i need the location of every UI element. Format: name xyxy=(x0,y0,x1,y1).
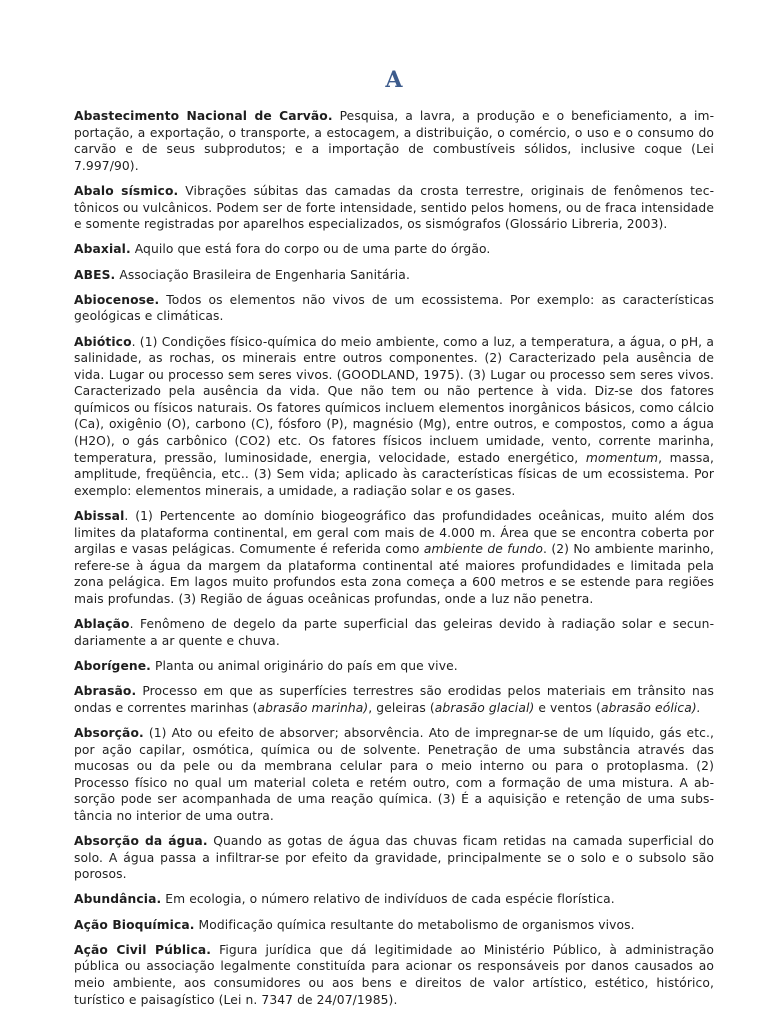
entry-term: Abiótico xyxy=(74,334,132,349)
entry-definition: (1) Ato ou efeito de absorver; absorvência. Ato de impregnar-se de um líquido, gás etc., por ação capilar, osmótica, química ou de solvente. Penetração de uma substância através das mucosas ou da pele ou da membrana celular para o meio interno ou para o protoplasma. (2) Processo físico no qual um material coleta e retém outro, com a formação de uma mistura. A absorção pode ser acompanhada de uma reação química. (3) É a aquisição e retenção de uma substância no interior de uma outra. xyxy=(74,725,714,823)
entry-definition: , massa, amplitude, freqüência, etc.. (3) Sem vida; aplicado às características físicas de um ecossistema. Por exemplo: elementos minerais, a umidade, a radiação solar e os gases. xyxy=(74,450,715,498)
entry-definition: Todos os elementos não vivos de um ecossistema. Por exemplo: as características geológicas e climáticas. xyxy=(74,292,714,324)
entry-definition-italic: ambiente de fundo xyxy=(423,542,544,557)
glossary-entry xyxy=(74,334,714,500)
glossary-entry xyxy=(74,267,714,284)
glossary-entries xyxy=(74,108,714,1008)
glossary-entry xyxy=(74,241,714,258)
entry-term: Abundância. xyxy=(74,892,162,907)
glossary-entry xyxy=(74,292,714,325)
entry-term: Ação Bioquímica. xyxy=(74,917,195,932)
entry-term: Abiocenose. xyxy=(74,292,160,307)
entry-definition: e ventos ( xyxy=(534,700,601,715)
entry-term: Abrasão. xyxy=(74,684,137,699)
entry-definition: . Fenômeno de degelo da parte superficial das geleiras devido à radiação solar e secundariamente a ar quente e chuva. xyxy=(74,617,714,648)
entry-term: Ablação xyxy=(74,617,130,632)
entry-term: Aborígene. xyxy=(74,658,151,673)
glossary-page xyxy=(74,66,714,1017)
entry-definition: . (2) No ambiente marinho, refere-se à água da margem da plataforma continental até maiores profundidades e limitada pela zona pelágica. Em lagos muito profundos esta zona começa a 600 metros e se estende para regiões mais profundas. (3) Região de águas oceânicas profundas, onde a luz não penetra. xyxy=(74,542,714,606)
entry-term: ABES. xyxy=(74,267,116,282)
entry-term: Abastecimento Nacional de Carvão. xyxy=(74,109,333,123)
entry-definition: , geleiras ( xyxy=(368,700,435,715)
glossary-entry xyxy=(74,891,714,908)
entry-definition: Em ecologia, o número relativo de indivíduos de cada espécie florística. xyxy=(161,892,615,907)
glossary-entry xyxy=(74,508,714,608)
entry-definition-italic: abrasão eólica). xyxy=(600,700,701,715)
entry-definition: Vibrações súbitas das camadas da crosta terrestre, originais de fenômenos tectônicos ou vulcânicos. Podem ser de forte intensidade, sentido pelos homens, ou de fraca intensidade e somente registradas por aparelhos especializados, os sismógrafos (Glossário Libreria, 2003). xyxy=(74,183,714,232)
glossary-entry xyxy=(74,683,714,716)
glossary-entry xyxy=(74,833,714,883)
glossary-entry xyxy=(74,108,714,174)
section-letter-heading: A xyxy=(385,67,403,93)
entry-definition: . (1) Condições físico-química do meio ambiente, como a luz, a temperatura, a água, o pH, a salinidade, as rochas, os minerais entre outros componentes. (2) Caracterizado pela ausência de vida. Lugar ou processo sem seres vivos. (GOODLAND, 1975). (3) Lugar ou processo sem seres vivos. Caracterizado pela ausência da vida. Que não tem ou não pertence à vida. Diz-se dos fatores químicos ou físicos naturais. Os fatores químicos incluem elementos inorgânicos básicos, como cálcio (Ca), oxigênio (O), carbono (C), fósforo (P), magnésio (Mg), entre outros, e compostos, como a água (H2O), o gás carbônico (CO2) etc. Os fatores físicos incluem umidade, vento, corrente marinha, temperatura, pressão, luminosidade, energia, velocidade, estado energético, xyxy=(74,334,714,465)
glossary-entry xyxy=(74,942,714,1008)
entry-definition-italic: momentum xyxy=(585,450,659,465)
entry-definition: Planta ou animal originário do país em que vive. xyxy=(150,658,458,673)
entry-definition: Aquilo que está fora do corpo ou de uma parte do órgão. xyxy=(130,242,491,257)
entry-term: Absorção da água. xyxy=(74,834,208,849)
entry-definition: Modificação química resultante do metabolismo de organismos vivos. xyxy=(194,917,635,932)
entry-definition-italic: abrasão marinha) xyxy=(257,700,369,715)
glossary-entry xyxy=(74,183,714,233)
entry-definition: Pesquisa, a lavra, a produção e o beneficiamento, a importação, a exportação, o transporte, a estocagem, a distribuição, o comércio, o uso e o consumo do carvão e de seus subprodutos; e a importação de combustíveis sólidos, inclusive coque (Lei 7.997/90). xyxy=(74,109,714,173)
entry-term: Abalo sísmico. xyxy=(74,183,179,198)
entry-definition: Figura jurídica que dá legitimidade ao Ministério Público, à administração pública ou associação legalmente constituída para acionar os responsáveis por danos causados ao meio ambiente, aos consumidores ou aos bens e direitos de valor artístico, estético, histórico, turístico e paisagístico (Lei n. 7347 de 24/07/1985). xyxy=(74,942,714,1007)
entry-definition: Quando as gotas de água das chuvas ficam retidas na camada superficial do solo. A água passa a infiltrar-se por efeito da gravidade, principalmente se o solo e o subsolo são porosos. xyxy=(74,834,715,882)
entry-term: Ação Civil Pública. xyxy=(74,942,212,957)
entry-definition: . (1) Pertencente ao domínio biogeográfico das profundidades oceânicas, muito além dos limites da plataforma continental, em geral com mais de 4.000 m. Área que se encontra coberta por argilas e vasas pelágicas. Comumente é referida como xyxy=(74,509,714,557)
entry-definition-italic: abrasão glacial) xyxy=(434,700,535,715)
entry-term: Absorção. xyxy=(74,725,144,740)
glossary-entry xyxy=(74,917,714,934)
entry-definition: Processo em que as superfícies terrestres são erodidas pelos materiais em trânsito nas ondas e correntes marinhas ( xyxy=(74,684,714,715)
entry-term: Abissal xyxy=(74,509,125,524)
entry-term: Abaxial. xyxy=(74,242,131,257)
glossary-entry xyxy=(74,616,714,649)
entry-definition: Associação Brasileira de Engenharia Sanitária. xyxy=(115,267,410,282)
glossary-entry xyxy=(74,725,714,825)
glossary-entry xyxy=(74,658,714,675)
